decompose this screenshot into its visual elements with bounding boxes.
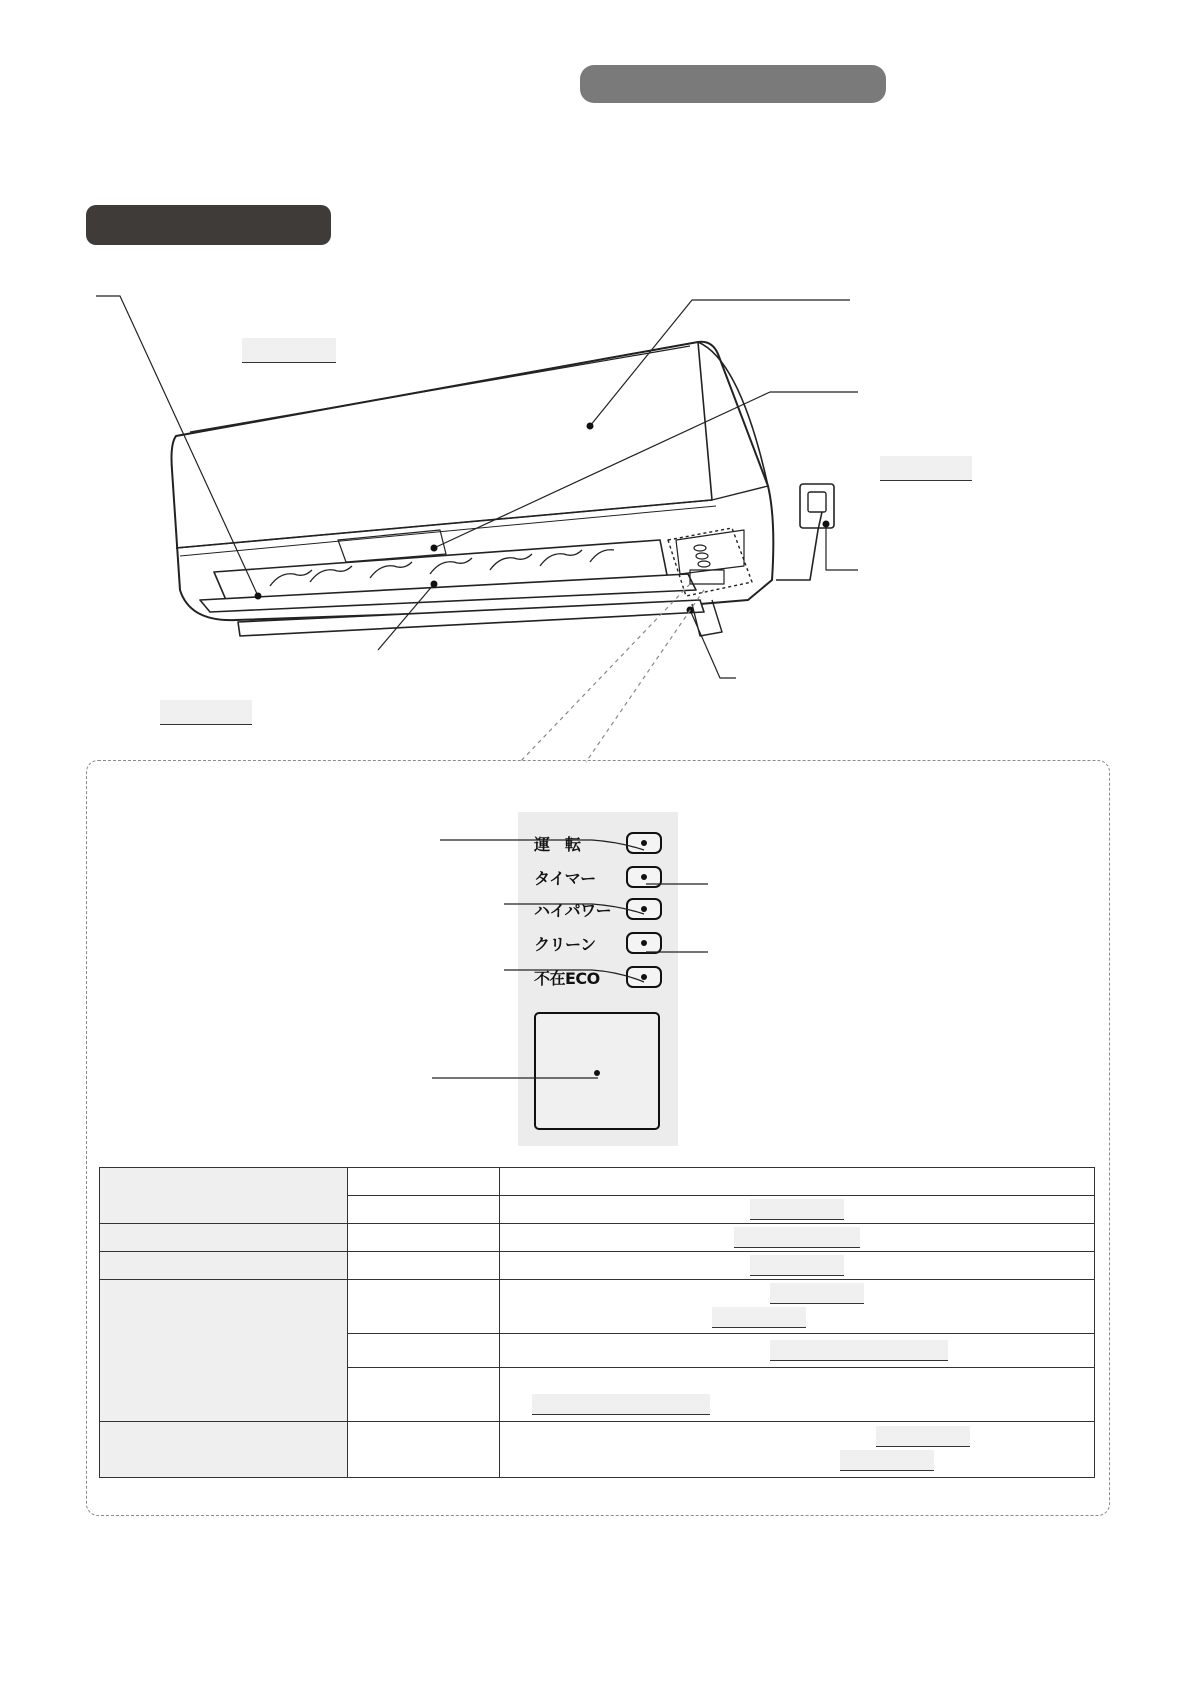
table-cell: [100, 1280, 348, 1422]
table-cell: [100, 1168, 348, 1224]
button-label-clean: クリーン: [534, 935, 596, 954]
table-cell: [500, 1168, 1095, 1196]
table-cell: [100, 1252, 348, 1280]
ref-box: [840, 1450, 934, 1471]
ref-box: [712, 1307, 806, 1328]
ref-box: [770, 1340, 948, 1361]
ref-box: [876, 1426, 970, 1447]
table-cell: [348, 1334, 500, 1368]
table-row: [100, 1280, 1095, 1334]
table-cell: [500, 1196, 1095, 1224]
button-label-high-power: ハイパワー: [534, 901, 612, 920]
table-cell: [348, 1168, 500, 1196]
table-cell: [500, 1368, 1095, 1422]
table-cell: [500, 1224, 1095, 1252]
table-cell: [500, 1252, 1095, 1280]
ref-box: [770, 1283, 864, 1304]
table-cell: [500, 1280, 1095, 1334]
table-cell: [348, 1280, 500, 1334]
ref-box: [750, 1255, 844, 1276]
table-row: [100, 1252, 1095, 1280]
table-cell: [100, 1224, 348, 1252]
table-cell: [348, 1252, 500, 1280]
table-row: [100, 1168, 1095, 1196]
table-cell: [500, 1422, 1095, 1478]
table-cell: [348, 1196, 500, 1224]
ref-box: [734, 1227, 860, 1248]
table-cell: [348, 1224, 500, 1252]
table-row: [100, 1422, 1095, 1478]
spec-table: [99, 1167, 1095, 1478]
ref-box: [750, 1199, 844, 1220]
button-label-run: 運 転: [534, 835, 581, 854]
table-cell: [348, 1368, 500, 1422]
button-label-away-eco: 不在ECO: [534, 969, 600, 988]
table-cell: [100, 1422, 348, 1478]
ref-box: [532, 1394, 710, 1415]
table-cell: [348, 1422, 500, 1478]
table-row: [100, 1224, 1095, 1252]
table-cell: [500, 1334, 1095, 1368]
button-label-timer: タイマー: [534, 869, 596, 888]
